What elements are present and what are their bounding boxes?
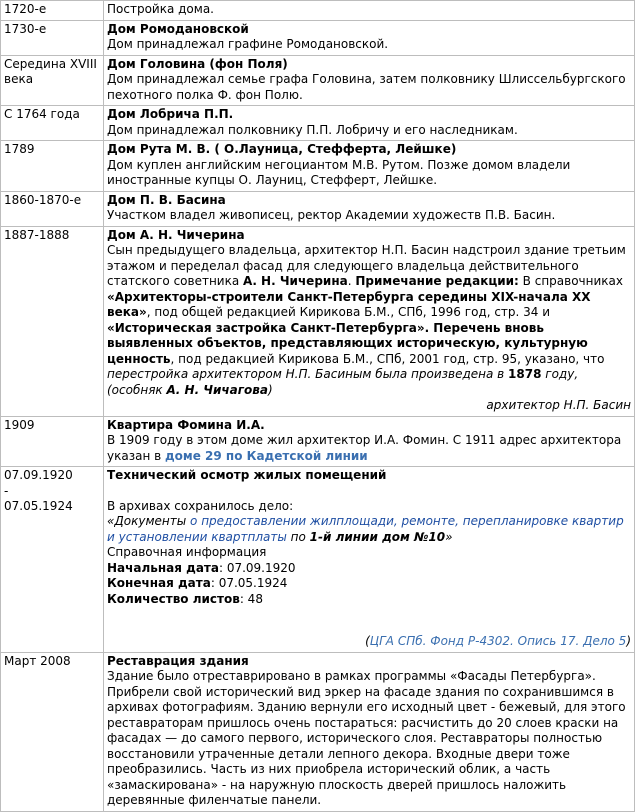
event-cell — [104, 20, 635, 55]
event-title: Дом П. В. Басина — [107, 192, 226, 207]
table-row — [1, 20, 635, 55]
architect-signature: архитектор Н.П. Басин — [486, 398, 631, 412]
document-link[interactable]: о предоставлении жилплощади, ремонте, перепланировке квартир и установлении квартплаты — [107, 514, 624, 544]
date-cell: Март 2008 — [1, 652, 104, 811]
table-row — [1, 416, 635, 467]
event-text: Дом куплен английским негоциантом М.В. Рутом. Позже домом владели иностранные купцы О. Лауниц, Стефферт, Лейшке. — [107, 157, 571, 187]
event-title: Квартира Фомина И.А. — [107, 417, 265, 432]
event-text: Здание было отреставрировано в рамках программы «Фасады Петербурга». Прибрели свой исторический вид эркер на фасаде здания по сохранившимся в архивах фотографиям. Зданию вернули его исходный цвет - бежевый, для этого реставраторам пришлось очень постараться: расчистить до 20 слоев краски на фасадах — до самого первого, исторического слоя. Реставраторы полностью восстановили утраченные детали лепного декора. Входные двери тоже преобразились. Часть из них приобрела исторический облик, а часть «замаскирована» - на наружную плоскость дверей пришлось наложить деревянные филенчатые панели. — [107, 669, 626, 807]
event-title: Дом Головина (фон Поля) — [107, 56, 288, 71]
table-row — [1, 1, 635, 21]
table-row — [1, 467, 635, 653]
date-cell: С 1764 года — [1, 106, 104, 141]
archive-intro: В архивах сохранилось дело: — [107, 498, 294, 513]
start-date: Начальная дата: 07.09.1920 — [107, 560, 296, 575]
event-cell — [104, 55, 635, 106]
event-text: Участком владел живописец, ректор Академии художеств П.В. Басин. — [107, 208, 556, 222]
event-text: Дом принадлежал полковнику П.П. Лобричу и его наследникам. — [107, 122, 518, 137]
event-text: Сын предыдущего владельца, архитектор Н.П. Басин надстроил здание третьим этажом и переделал фасад для следующего владельца действительного статского советника А. Н. Чичерина. Примечание редакции: В справочниках «Архитекторы-строители Санкт-Петербурга середины XIX-начала XX века», под общей редакцией Кирикова Б.М., СПб, 1996 год, стр. 34 и «Историческая застройка Санкт-Петербурга». Перечень вновь выявленных объектов, представляющих историческую, культурную ценность, под редакцией Кирикова Б.М., СПб, 2001 год, стр. 95, указано, что перестройка архитектором Н.П. Басиным была произведена в 1878 году, (особняк А. Н. Чичагова) — [107, 243, 626, 397]
end-date: Конечная дата: 07.05.1924 — [107, 576, 288, 590]
event-title: Дом Рута М. В. ( О.Лауница, Стефферта, Лейшке) — [107, 142, 457, 156]
book-title: «Историческая застройка Санкт-Петербурга». Перечень вновь выявленных объектов, представляющих историческую, культурную ценность — [107, 320, 588, 366]
event-cell — [104, 467, 635, 653]
event-cell — [104, 191, 635, 226]
event-cell — [104, 652, 635, 811]
event-title: Реставрация здания — [107, 653, 249, 668]
owner-name: А. Н. Чичагова — [166, 382, 268, 397]
address-link[interactable]: доме 29 по Кадетской линии — [164, 448, 368, 463]
year-value: 1878 — [508, 367, 542, 381]
event-cell: Постройка дома. — [104, 1, 635, 21]
date-cell: Середина XVIII века — [1, 55, 104, 106]
table-row — [1, 191, 635, 226]
table-row — [1, 226, 635, 416]
source-link[interactable]: ЦГА СПб. Фонд Р-4302. Опись 17. Дело 5 — [369, 634, 627, 648]
event-cell — [104, 416, 635, 467]
editor-note-label: Примечание редакции: — [355, 274, 519, 288]
event-text: В 1909 году в этом доме жил архитектор И.А. Фомин. С 1911 адрес архитектора указан в доме 29 по Кадетской линии — [107, 433, 622, 463]
reference-label: Справочная информация — [107, 545, 267, 559]
archive-source: (ЦГА СПб. Фонд Р-4302. Опись 17. Дело 5) — [365, 634, 631, 648]
event-cell — [104, 141, 635, 192]
date-cell: 07.09.1920 - 07.05.1924 — [1, 467, 104, 653]
date-cell: 1887-1888 — [1, 226, 104, 416]
event-title: Дом Лобрича П.П. — [107, 107, 234, 121]
table-row — [1, 141, 635, 192]
event-cell — [104, 226, 635, 416]
table-row — [1, 652, 635, 811]
date-cell: 1909 — [1, 416, 104, 467]
date-cell: 1730-е — [1, 20, 104, 55]
event-title: Технический осмотр жилых помещений — [107, 468, 387, 482]
event-text: Дом принадлежал семье графа Головина, затем полковнику Шлиссельбургского пехотного полка Ф. фон Полю. — [107, 72, 626, 102]
owner-name: А. Н. Чичерина — [243, 274, 348, 288]
sheet-count: Количество листов: 48 — [107, 591, 263, 606]
document-title: «Документы о предоставлении жилплощади, ремонте, перепланировке квартир и установлении квартплаты по 1-й линии дом №10» — [107, 514, 624, 544]
book-title: «Архитекторы-строители Санкт-Петербурга середины XIX-начала XX века» — [107, 289, 591, 319]
table-row — [1, 106, 635, 141]
table-row — [1, 55, 635, 106]
date-cell: 1720-е — [1, 1, 104, 21]
event-cell — [104, 106, 635, 141]
event-text: Дом принадлежал графине Ромодановской. — [107, 37, 389, 51]
event-title: Дом Ромодановской — [107, 21, 249, 36]
event-title: Дом А. Н. Чичерина — [107, 227, 245, 242]
date-cell: 1789 — [1, 141, 104, 192]
date-cell: 1860-1870-е — [1, 191, 104, 226]
